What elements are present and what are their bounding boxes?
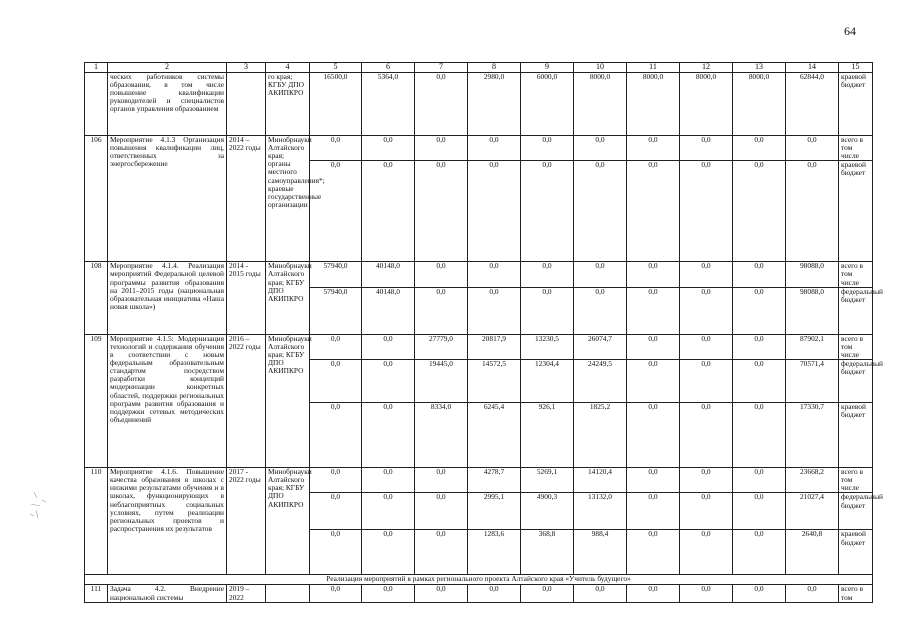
table-row [85, 135, 873, 160]
value-cell: 0,0 [574, 585, 627, 602]
value-cell: 0,0 [310, 334, 362, 359]
value-cell: 13132,0 [574, 493, 627, 530]
value-cell: 6000,0 [521, 72, 574, 135]
measure-name-cell: Мероприятие 4.1.6. Повышение качества образования в школах с низкими результатами обучения и в школах, функционирующих в неблагоприятных социальных условиях, путем реализации региональных проектов и распространения их результатов [108, 468, 227, 575]
value-cell: 368,8 [521, 530, 574, 575]
value-cell: 0,0 [574, 161, 627, 262]
budget-table [84, 62, 883, 603]
row-number-cell: 109 [85, 334, 108, 467]
value-cell: 13230,5 [521, 334, 574, 359]
value-cell: 0,0 [521, 585, 574, 602]
period-cell [227, 72, 266, 135]
value-cell: 2995,1 [468, 493, 521, 530]
funding-source-cell: краевой бюджет [839, 72, 873, 135]
period-cell: 2014 – 2022 годы [227, 135, 266, 261]
page-number: 64 [844, 24, 856, 38]
funding-source-cell: всего в том числе [839, 262, 873, 287]
value-cell: 0,0 [415, 287, 468, 334]
value-cell: 0,0 [521, 287, 574, 334]
value-cell: 0,0 [415, 585, 468, 602]
value-cell: 0,0 [733, 161, 786, 262]
value-cell: 2640,8 [786, 530, 839, 575]
value-cell: 0,0 [733, 468, 786, 493]
value-cell: 0,0 [415, 161, 468, 262]
column-number-header: 8 [468, 63, 521, 73]
value-cell: 4900,3 [521, 493, 574, 530]
value-cell: 4278,7 [468, 468, 521, 493]
executor-cell: Минобрнауки Алтайского края; КГБУ ДПО АКИПКРО [266, 468, 310, 575]
value-cell: 0,0 [574, 287, 627, 334]
value-cell: 0,0 [362, 135, 415, 160]
funding-source-cell: федеральный бюджет [839, 287, 873, 334]
funding-source-cell: краевой бюджет [839, 403, 873, 468]
value-cell: 0,0 [680, 360, 733, 403]
measure-name-cell: Задача 4.2. Внедрение национальной системы [108, 585, 227, 602]
value-cell: 0,0 [733, 493, 786, 530]
value-cell: 0,0 [468, 262, 521, 287]
value-cell: 0,0 [310, 360, 362, 403]
value-cell: 8000,0 [680, 72, 733, 135]
value-cell: 0,0 [362, 334, 415, 359]
column-number-header: 3 [227, 63, 266, 73]
value-cell: 14572,5 [468, 360, 521, 403]
value-cell: 8000,0 [733, 72, 786, 135]
value-cell: 0,0 [786, 585, 839, 602]
value-cell: 0,0 [733, 287, 786, 334]
row-number-cell: 111 [85, 585, 108, 602]
funding-source-cell: всего в том числе [839, 135, 873, 160]
value-cell: 0,0 [680, 161, 733, 262]
section-row [85, 575, 873, 585]
value-cell: 0,0 [362, 360, 415, 403]
executor-cell: Минобрнауки Алтайского края; органы местного самоуправления*; краевые государственные организации [266, 135, 310, 261]
value-cell: 57940,0 [310, 287, 362, 334]
column-number-header: 14 [786, 63, 839, 73]
value-cell: 2980,0 [468, 72, 521, 135]
value-cell: 8000,0 [627, 72, 680, 135]
value-cell: 0,0 [680, 585, 733, 602]
value-cell: 87902,1 [786, 334, 839, 359]
column-number-header: 10 [574, 63, 627, 73]
value-cell: 0,0 [733, 403, 786, 468]
period-cell: 2014 - 2015 годы [227, 262, 266, 334]
value-cell: 0,0 [680, 135, 733, 160]
value-cell: 0,0 [733, 135, 786, 160]
value-cell: 70571,4 [786, 360, 839, 403]
value-cell: 0,0 [362, 161, 415, 262]
value-cell: 0,0 [574, 262, 627, 287]
value-cell: 0,0 [786, 161, 839, 262]
value-cell: 12304,4 [521, 360, 574, 403]
value-cell: 0,0 [310, 493, 362, 530]
column-number-header: 7 [415, 63, 468, 73]
value-cell: 0,0 [574, 135, 627, 160]
value-cell: 0,0 [415, 135, 468, 160]
column-number-header: 12 [680, 63, 733, 73]
value-cell: 0,0 [733, 530, 786, 575]
value-cell: 0,0 [362, 403, 415, 468]
value-cell: 0,0 [415, 262, 468, 287]
value-cell: 0,0 [627, 403, 680, 468]
row-number-cell: 106 [85, 135, 108, 261]
measure-name-cell: Мероприятие 4.1.3 Организация повышения квалификации лиц, ответственных за энергосбережение [108, 135, 227, 261]
table-row [85, 468, 873, 493]
value-cell: 0,0 [680, 334, 733, 359]
column-number-header: 1 [85, 63, 108, 73]
value-cell: 0,0 [468, 585, 521, 602]
value-cell: 8000,0 [574, 72, 627, 135]
value-cell: 0,0 [310, 403, 362, 468]
value-cell: 0,0 [362, 493, 415, 530]
value-cell: 19445,0 [415, 360, 468, 403]
funding-source-cell: краевой бюджет [839, 161, 873, 262]
measure-name-cell: Мероприятие 4.1.5: Модернизация технологий и содержания обучения в соответствии с новым федеральным образовательным стандартом посредством разработки концепций модернизации конкретных областей, поддержки региональных программ развития образования и поддержки сетевых методических объединений [108, 334, 227, 467]
value-cell: 0,0 [521, 161, 574, 262]
value-cell: 62844,0 [786, 72, 839, 135]
value-cell: 926,1 [521, 403, 574, 468]
value-cell: 21027,4 [786, 493, 839, 530]
column-number-header: 11 [627, 63, 680, 73]
period-cell: 2016 – 2022 годы [227, 334, 266, 467]
value-cell: 5364,0 [362, 72, 415, 135]
column-number-header: 2 [108, 63, 227, 73]
value-cell: 0,0 [468, 135, 521, 160]
table-row [85, 334, 873, 359]
column-number-header: 4 [266, 63, 310, 73]
value-cell: 0,0 [627, 334, 680, 359]
value-cell: 17330,7 [786, 403, 839, 468]
value-cell: 0,0 [733, 334, 786, 359]
value-cell: 0,0 [680, 287, 733, 334]
value-cell: 0,0 [415, 530, 468, 575]
value-cell: 0,0 [627, 585, 680, 602]
value-cell: 0,0 [415, 72, 468, 135]
value-cell: 8334,0 [415, 403, 468, 468]
value-cell: 0,0 [627, 360, 680, 403]
column-number-header: 13 [733, 63, 786, 73]
value-cell: 0,0 [362, 585, 415, 602]
column-number-header: 9 [521, 63, 574, 73]
row-number-cell [85, 72, 108, 135]
measure-name-cell: Мероприятие 4.1.4. Реализация мероприятий Федеральной целевой программы развития образования на 2011–2015 годы (национальная образовательная инициатива «Наша новая школа») [108, 262, 227, 334]
value-cell: 0,0 [680, 262, 733, 287]
value-cell: 5269,1 [521, 468, 574, 493]
value-cell: 0,0 [680, 468, 733, 493]
value-cell: 0,0 [733, 585, 786, 602]
value-cell: 16500,0 [310, 72, 362, 135]
value-cell: 98088,0 [786, 262, 839, 287]
funding-source-cell: федеральный бюджет [839, 360, 873, 403]
value-cell: 0,0 [415, 493, 468, 530]
value-cell: 0,0 [415, 468, 468, 493]
value-cell: 0,0 [468, 287, 521, 334]
value-cell: 0,0 [680, 403, 733, 468]
value-cell: 14120,4 [574, 468, 627, 493]
value-cell: 0,0 [310, 135, 362, 160]
value-cell: 0,0 [627, 287, 680, 334]
funding-source-cell: всего в том числе [839, 334, 873, 359]
funding-source-cell: всего в том числе [839, 468, 873, 493]
funding-source-cell: краевой бюджет [839, 530, 873, 575]
row-number-cell: 110 [85, 468, 108, 575]
value-cell: 0,0 [627, 262, 680, 287]
value-cell: 0,0 [310, 161, 362, 262]
measure-name-cell: ческих работников системы образования, в том числе повышение квалификации руководителей и специалистов органов управления образованием [108, 72, 227, 135]
value-cell: 0,0 [362, 530, 415, 575]
executor-cell: го края; КГБУ ДПО АКИПКРО [266, 72, 310, 135]
value-cell: 0,0 [627, 161, 680, 262]
value-cell: 24249,5 [574, 360, 627, 403]
value-cell: 40148,0 [362, 262, 415, 287]
table-row [85, 262, 873, 287]
executor-cell [266, 585, 310, 602]
funding-source-cell: федеральный бюджет [839, 493, 873, 530]
value-cell: 0,0 [627, 468, 680, 493]
column-number-header: 15 [839, 63, 873, 73]
value-cell: 23668,2 [786, 468, 839, 493]
funding-source-cell: всего в том [839, 585, 873, 602]
section-title: Реализация мероприятий в рамках регионального проекта Алтайского края «Учитель будущего» [85, 575, 873, 585]
executor-cell: Минобрнауки Алтайского края; КГБУ ДПО АКИПКРО [266, 334, 310, 467]
value-cell: 0,0 [627, 135, 680, 160]
value-cell: 0,0 [627, 493, 680, 530]
value-cell: 0,0 [680, 530, 733, 575]
value-cell: 27779,0 [415, 334, 468, 359]
value-cell: 0,0 [680, 493, 733, 530]
value-cell: 57940,0 [310, 262, 362, 287]
period-cell: 2017 - 2022 годы [227, 468, 266, 575]
value-cell: 0,0 [733, 360, 786, 403]
value-cell: 0,0 [521, 135, 574, 160]
value-cell: 0,0 [786, 135, 839, 160]
value-cell: 0,0 [310, 585, 362, 602]
value-cell: 0,0 [362, 468, 415, 493]
value-cell: 40148,0 [362, 287, 415, 334]
value-cell: 98088,0 [786, 287, 839, 334]
row-number-cell: 108 [85, 262, 108, 334]
value-cell: 0,0 [521, 262, 574, 287]
value-cell: 1825,2 [574, 403, 627, 468]
value-cell: 0,0 [468, 161, 521, 262]
value-cell: 0,0 [310, 530, 362, 575]
column-number-header: 6 [362, 63, 415, 73]
value-cell: 0,0 [310, 468, 362, 493]
column-number-header: 5 [310, 63, 362, 73]
value-cell: 0,0 [733, 262, 786, 287]
value-cell: 26074,7 [574, 334, 627, 359]
executor-cell: Минобрнауки Алтайского края; КГБУ ДПО АКИПКРО [266, 262, 310, 334]
value-cell: 988,4 [574, 530, 627, 575]
scan-artifact-marks [28, 488, 68, 528]
table-row [85, 72, 873, 135]
value-cell: 0,0 [627, 530, 680, 575]
table-row [85, 585, 873, 602]
header-row [85, 63, 873, 73]
value-cell: 1283,6 [468, 530, 521, 575]
value-cell: 6245,4 [468, 403, 521, 468]
period-cell: 2019 – 2022 [227, 585, 266, 602]
value-cell: 20817,9 [468, 334, 521, 359]
